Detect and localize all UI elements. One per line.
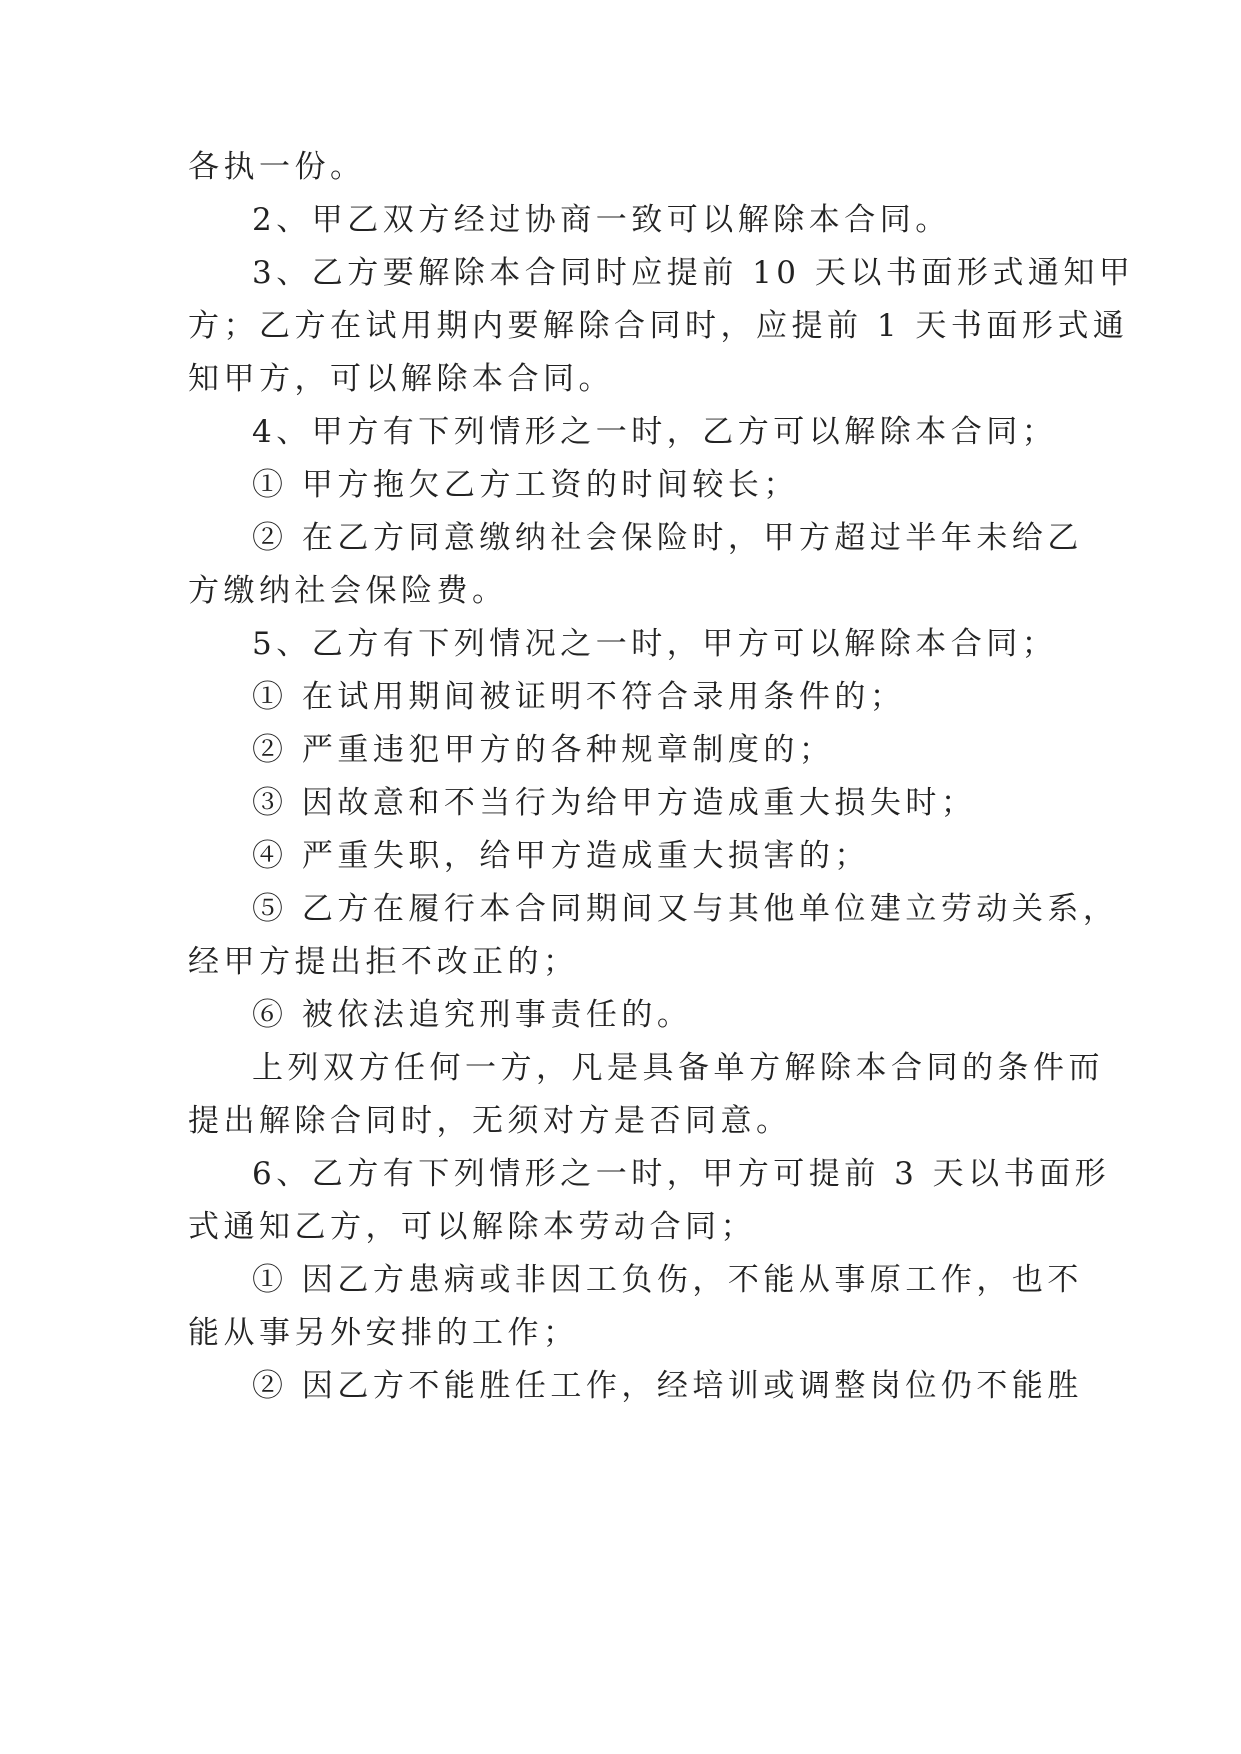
text-line: 提出解除合同时，无须对方是否同意。 bbox=[188, 1103, 792, 1139]
text-line: 6、乙方有下列情形之一时，甲方可提前 3 天以书面形 bbox=[252, 1156, 1111, 1192]
text-line: 2、甲乙双方经过协商一致可以解除本合同。 bbox=[252, 202, 951, 238]
text-line: ① 在试用期间被证明不符合录用条件的； bbox=[252, 679, 906, 715]
text-line: ② 因乙方不能胜任工作，经培训或调整岗位仍不能胜 bbox=[252, 1368, 1083, 1404]
text-line: ② 在乙方同意缴纳社会保险时，甲方超过半年未给乙 bbox=[252, 520, 1083, 556]
text-line: 方缴纳社会保险费。 bbox=[188, 573, 508, 609]
text-line: 能从事另外安排的工作； bbox=[188, 1315, 579, 1351]
text-line: 经甲方提出拒不改正的； bbox=[188, 944, 579, 980]
text-line: 知甲方，可以解除本合同。 bbox=[188, 361, 614, 397]
text-line: 3、乙方要解除本合同时应提前 10 天以书面形式通知甲 bbox=[252, 255, 1135, 291]
text-line: 5、乙方有下列情况之一时，甲方可以解除本合同； bbox=[252, 626, 1058, 662]
text-line: ① 甲方拖欠乙方工资的时间较长； bbox=[252, 467, 799, 503]
text-line: 方；乙方在试用期内要解除合同时，应提前 1 天书面形式通 bbox=[188, 308, 1129, 344]
text-line: 式通知乙方，可以解除本劳动合同； bbox=[188, 1209, 756, 1245]
text-line: ⑤ 乙方在履行本合同期间又与其他单位建立劳动关系， bbox=[252, 891, 1119, 927]
text-line: 4、甲方有下列情形之一时，乙方可以解除本合同； bbox=[252, 414, 1058, 450]
text-line: ④ 严重失职，给甲方造成重大损害的； bbox=[252, 838, 870, 874]
text-line: ③ 因故意和不当行为给甲方造成重大损失时； bbox=[252, 785, 977, 821]
text-line: 各执一份。 bbox=[188, 149, 366, 185]
text-line: ⑥ 被依法追究刑事责任的。 bbox=[252, 997, 693, 1033]
text-line: ② 严重违犯甲方的各种规章制度的； bbox=[252, 732, 835, 768]
text-line: ① 因乙方患病或非因工负伤，不能从事原工作，也不 bbox=[252, 1262, 1083, 1298]
text-line: 上列双方任何一方，凡是具备单方解除本合同的条件而 bbox=[252, 1050, 1104, 1086]
